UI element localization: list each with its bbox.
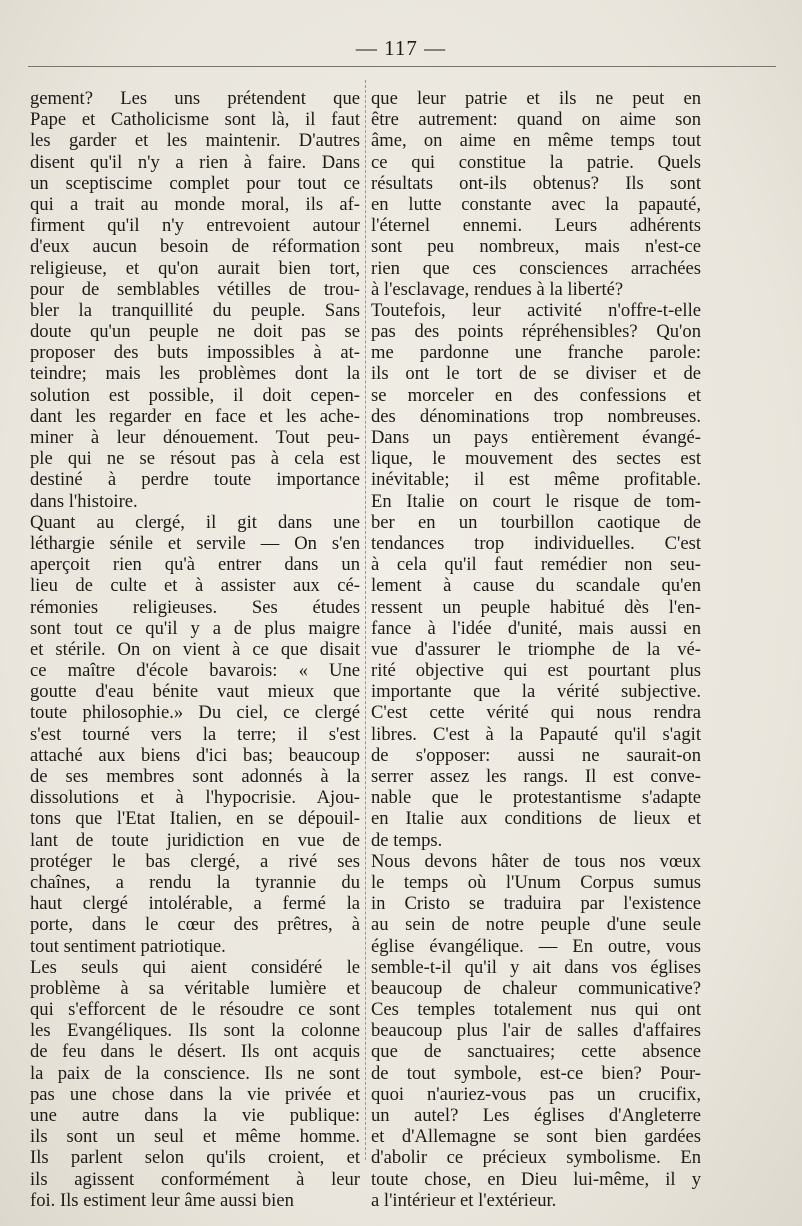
text-line: ressent un peuple habitué dès l'en- [371,596,701,618]
text-line: et d'Allemagne se sont bien gardées [371,1126,701,1148]
text-line: serrer assez les rangs. Il est conve- [371,766,701,787]
text-line: libres. C'est à la Papauté qu'il s'agit [371,723,701,745]
text-line: aperçoit rien qu'à entrer dans un [30,554,360,576]
text-line: Ils parlent selon qu'ils croient, et [30,1147,360,1169]
text-line: léthargie sénile et servile — On s'en [30,532,360,554]
text-line: disent qu'il n'y a rien à faire. Dans [30,151,360,173]
text-line: C'est cette vérité qui nous rendra [371,702,701,724]
text-line: pas des points répréhensibles? Qu'on [371,321,701,343]
text-line: Nous devons hâter de tous nos vœux [371,850,701,872]
text-line: porte, dans le cœur des prêtres, à [30,914,360,936]
text-line: teindre; mais les problèmes dont la [30,363,360,385]
text-line: s'est tourné vers la terre; il s'est [30,723,360,745]
text-line: toute chose, en Dieu lui-même, il y [371,1168,701,1190]
text-line: résultats ont-ils obtenus? Ils sont [371,172,701,194]
text-line: attaché aux biens d'ici bas; beaucoup [30,744,360,766]
text-line: gement? Les uns prétendent que [30,88,360,109]
text-line: de temps. [371,829,443,851]
text-line: ce maître d'école bavarois: « Une [30,660,360,682]
text-line: lieu de culte et à assister aux cé- [30,575,360,597]
text-line: de tout symbole, est-ce bien? Pour- [371,1062,701,1084]
text-line: problème à sa véritable lumière et [30,977,360,999]
text-line: goutte d'eau bénite vaut mieux que [30,681,360,703]
text-line: destiné à perdre toute importance [30,469,360,491]
text-line: pour de semblables vétilles de trou- [30,278,360,300]
text-line: chaînes, a rendu la tyrannie du [30,871,360,893]
header-rule [28,66,776,67]
text-line: que de sanctuaires; cette absence [371,1041,701,1063]
right-column [371,88,701,1211]
text-line: se morceler en des confessions et [371,384,701,406]
text-line: tons que l'Etat Italien, en se dépouil- [30,808,360,830]
text-line: à cela qu'il faut remédier non seu- [371,554,701,576]
text-line: une autre dans la vie publique: [30,1105,360,1126]
text-line: Les seuls qui aient considéré le [30,956,360,978]
text-line: vue d'assurer le triomphe de la vé- [371,638,701,660]
text-line: in Cristo se traduira par l'existence [371,893,701,915]
text-line: rémonies religieuses. Ses études [30,596,360,618]
text-line: beaucoup de chaleur communicative? [371,977,701,999]
text-line: Quant au clergé, il git dans une [30,511,360,533]
text-line: Ces temples totalement nus qui ont [371,999,701,1021]
text-line: tout sentiment patriotique. [30,935,226,957]
text-line: ber en un tourbillon caotique de [371,511,701,533]
text-line: en Italie aux conditions de lieux et [371,808,701,830]
text-line: de s'opposer: aussi ne saurait-on [371,744,701,766]
text-line: quoi n'auriez-vous pas un crucifix, [371,1083,701,1105]
text-line: être autrement: quand on aime son [371,109,701,131]
text-line: lement à cause du scandale qu'en [371,575,701,597]
text-line: sont peu nombreux, mais n'est-ce [371,236,701,258]
text-line: ils agissent conformément à leur [30,1168,360,1190]
text-line: inévitable; il est même profitable. [371,469,701,491]
text-line: l'éternel ennemi. Leurs adhérents [371,215,701,237]
text-line: dissolutions et à l'hypocrisie. Ajou- [30,787,360,809]
text-line: firment qu'il n'y entrevoient autour [30,215,360,237]
text-line: nable que le protestantisme s'adapte [371,787,701,809]
text-line: proposer des buts impossibles à at- [30,342,360,364]
text-line: beaucoup plus l'air de salles d'affaires [371,1020,701,1042]
text-line: protéger le bas clergé, a rivé ses [30,850,360,872]
text-line: un autel? Les églises d'Angleterre [371,1105,701,1126]
text-line: fance à l'idée d'unité, mais aussi en [371,617,701,639]
text-line: et stérile. On on vient à ce que disait [30,638,360,660]
text-line: a l'intérieur et l'extérieur. [371,1189,557,1211]
text-line: haut clergé intolérable, a fermé la [30,893,360,915]
column-divider [365,80,366,1160]
text-line: semble-t-il qu'il y ait dans vos églises [371,956,701,978]
left-column [30,88,360,1211]
text-line: dant les regarder en face et les ache- [30,405,360,427]
text-line: Dans un pays entièrement évangé- [371,427,701,448]
text-line: âme, on aime en même temps tout [371,130,701,152]
text-line: solution est possible, il doit cepen- [30,384,360,406]
text-line: foi. Ils estiment leur âme aussi bien [30,1189,294,1211]
text-line: la paix de la conscience. Ils ne sont [30,1062,360,1084]
text-line: les Evangéliques. Ils sont la colonne [30,1020,360,1042]
text-line: ils ont le tort de se diviser et de [371,363,701,385]
text-line: le temps où l'Unum Corpus sumus [371,871,701,893]
text-line: tendances trop individuelles. C'est [371,532,701,554]
text-line: En Italie on court le risque de tom- [371,490,701,512]
text-line: de feu dans le désert. Ils ont acquis [30,1041,360,1063]
text-line: que leur patrie et ils ne peut en [371,88,701,109]
text-line: Toutefois, leur activité n'offre-t-elle [371,299,701,321]
text-line: rien que ces consciences arrachées [371,257,701,279]
text-line: lant de toute juridiction en vue de [30,829,360,851]
text-line: Pape et Catholicisme sont là, il faut [30,109,360,131]
text-line: d'eux aucun besoin de réformation [30,236,360,258]
text-line: me pardonne une franche parole: [371,342,701,364]
text-line: les garder et les maintenir. D'autres [30,130,360,152]
text-line: dans l'histoire. [30,490,138,512]
page-number: — 117 — [355,36,447,60]
text-line: pas une chose dans la vie privée et [30,1083,360,1105]
text-line: à l'esclavage, rendues à la liberté? [371,278,624,300]
text-line: ils sont un seul et même homme. [30,1126,360,1148]
text-line: ple qui ne se résout pas à cela est [30,448,360,470]
text-line: importante que la vérité subjective. [371,681,701,703]
text-line: un sceptiscime complet pour tout ce [30,172,360,194]
text-line: rité objective qui est pourtant plus [371,660,701,682]
text-line: bler la tranquillité du peuple. Sans [30,299,360,321]
text-line: toute philosophie.» Du ciel, ce clergé [30,702,360,724]
text-line: d'abolir ce précieux symbolisme. En [371,1147,701,1169]
text-line: ce qui constitue la patrie. Quels [371,151,701,173]
text-line: église évangélique. — En outre, vous [371,935,701,957]
text-line: au sein de notre peuple d'une seule [371,914,701,936]
text-line: qui a trait au monde moral, ils af- [30,193,360,215]
text-line: des dénominations trop nombreuses. [371,405,701,427]
text-line: en lutte constante avec la papauté, [371,193,701,215]
text-line: lique, le mouvement des sectes est [371,448,701,470]
text-line: miner à leur dénouement. Tout peu- [30,427,360,448]
text-line: qui s'efforcent de le résoudre ce sont [30,999,360,1021]
text-line: doute qu'un peuple ne doit pas se [30,321,360,343]
text-line: religieuse, et qu'on aurait bien tort, [30,257,360,279]
text-line: de ses membres sont adonnés à la [30,766,360,787]
text-line: sont tout ce qu'il y a de plus maigre [30,617,360,639]
